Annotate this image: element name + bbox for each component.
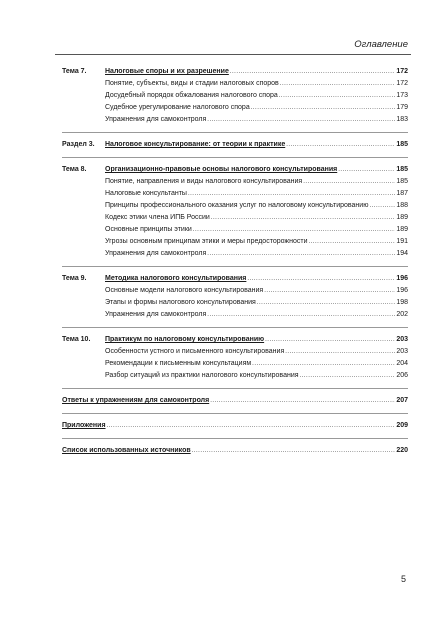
- toc-entry-title: Список использованных источников: [62, 447, 191, 454]
- leader-dots: [303, 176, 395, 188]
- toc-entry-page: 173: [396, 92, 408, 99]
- toc-entry-title: Угрозы основным принципам этики и меры предосторожности: [105, 238, 308, 245]
- section-divider: [62, 132, 408, 133]
- toc-entry-title: Практикум по налоговому консультированию: [105, 336, 265, 343]
- toc-entry-page: 220: [396, 447, 408, 454]
- toc-subentry[interactable]: [62, 212, 408, 224]
- toc-entry-title: Этапы и формы налогового консультирования: [105, 299, 256, 306]
- leader-dots: [264, 285, 395, 297]
- toc-entry-page: 191: [396, 238, 408, 245]
- toc-entry-page: 185: [396, 178, 408, 185]
- toc-entry-title: Основные модели налогового консультирования: [105, 287, 264, 294]
- toc-entry-page: 202: [396, 311, 408, 318]
- leader-dots: [338, 164, 395, 176]
- toc-entry-page: 185: [396, 166, 408, 173]
- toc-entry-page: 185: [396, 141, 408, 148]
- toc-entry-page: 206: [396, 372, 408, 379]
- leader-dots: [279, 90, 396, 102]
- toc-entry-page: 187: [396, 190, 408, 197]
- toc-entry-page: 188: [396, 202, 408, 209]
- section-divider: [62, 413, 408, 414]
- toc-heading-entry[interactable]: [62, 66, 408, 78]
- toc-entry-title: Ответы к упражнениям для самоконтроля: [62, 397, 210, 404]
- leader-dots: [257, 297, 395, 309]
- toc-entry-title: Методика налогового консультирования: [105, 275, 247, 282]
- leader-dots: [210, 395, 395, 407]
- toc-entry-title: Упражнения для самоконтроля: [105, 116, 207, 123]
- leader-dots: [309, 236, 396, 248]
- toc-entry-title: Принципы профессионального оказания услуг по налоговому консультированию: [105, 202, 369, 209]
- leader-dots: [192, 445, 396, 457]
- toc-entry-page: 198: [396, 299, 408, 306]
- leader-dots: [107, 420, 396, 432]
- toc-subentry[interactable]: [62, 200, 408, 212]
- page-number: 5: [400, 574, 406, 584]
- running-head-title: Оглавление: [354, 39, 408, 50]
- toc-entry-page: 203: [396, 336, 408, 343]
- leader-dots: [285, 346, 395, 358]
- toc-entry-title: Понятие, субъекты, виды и стадии налоговых споров: [105, 80, 279, 87]
- toc-heading-entry[interactable]: [62, 420, 408, 432]
- toc-entry-label: Тема 9.: [62, 275, 87, 282]
- section-divider: [62, 327, 408, 328]
- toc-entry-label: Раздел 3.: [62, 141, 95, 148]
- toc-entry-title: Разбор ситуаций из практики налогового консультирования: [105, 372, 299, 379]
- toc-entry-page: 209: [396, 422, 408, 429]
- toc-subentry[interactable]: [62, 78, 408, 90]
- toc-entry-title: Рекомендации к письменным консультациям: [105, 360, 252, 367]
- header-rule: [55, 54, 411, 55]
- toc-entry-page: 172: [396, 80, 408, 87]
- toc-entry-page: 207: [396, 397, 408, 404]
- leader-dots: [207, 114, 395, 126]
- toc-subentry[interactable]: [62, 309, 408, 321]
- table-of-contents: [62, 66, 408, 457]
- toc-heading-entry[interactable]: [62, 334, 408, 346]
- toc-entry-title: Налоговые консультанты: [105, 190, 187, 197]
- leader-dots: [188, 188, 395, 200]
- toc-entry-title: Кодекс этики члена ИПБ России: [105, 214, 210, 221]
- toc-entry-title: Налоговые споры и их разрешение: [105, 68, 229, 75]
- toc-entry-title: Упражнения для самоконтроля: [105, 311, 207, 318]
- toc-heading-entry[interactable]: [62, 395, 408, 407]
- toc-entry-page: 204: [396, 360, 408, 367]
- toc-entry-page: 189: [396, 214, 408, 221]
- leader-dots: [252, 358, 395, 370]
- leader-dots: [207, 309, 395, 321]
- leader-dots: [265, 334, 395, 346]
- toc-subentry[interactable]: [62, 188, 408, 200]
- toc-entry-label: Тема 8.: [62, 166, 87, 173]
- section-divider: [62, 438, 408, 439]
- toc-entry-label: Тема 10.: [62, 336, 91, 343]
- toc-entry-page: 183: [396, 116, 408, 123]
- toc-subentry[interactable]: [62, 248, 408, 260]
- toc-entry-page: 194: [396, 250, 408, 257]
- toc-entry-page: 196: [396, 287, 408, 294]
- section-divider: [62, 157, 408, 158]
- toc-entry-title: Организационно-правовые основы налогового консультирования: [105, 166, 338, 173]
- toc-subentry[interactable]: [62, 90, 408, 102]
- toc-entry-title: Упражнения для самоконтроля: [105, 250, 207, 257]
- toc-subentry[interactable]: [62, 236, 408, 248]
- toc-entry-page: 172: [396, 68, 408, 75]
- section-divider: [62, 388, 408, 389]
- leader-dots: [193, 224, 396, 236]
- leader-dots: [280, 78, 396, 90]
- toc-subentry[interactable]: [62, 370, 408, 382]
- toc-entry-page: 189: [396, 226, 408, 233]
- toc-subentry[interactable]: [62, 346, 408, 358]
- toc-subentry[interactable]: [62, 102, 408, 114]
- toc-heading-entry[interactable]: [62, 139, 408, 151]
- toc-entry-title: Приложения: [62, 422, 106, 429]
- toc-entry-title: Особенности устного и письменного консультирования: [105, 348, 285, 355]
- toc-entry-title: Досудебный порядок обжалования налогового спора: [105, 92, 278, 99]
- leader-dots: [251, 102, 396, 114]
- leader-dots: [207, 248, 395, 260]
- leader-dots: [247, 273, 395, 285]
- section-divider: [62, 266, 408, 267]
- toc-subentry[interactable]: [62, 285, 408, 297]
- toc-entry-page: 203: [396, 348, 408, 355]
- toc-heading-entry[interactable]: [62, 164, 408, 176]
- toc-entry-label: Тема 7.: [62, 68, 87, 75]
- toc-heading-entry[interactable]: [62, 445, 408, 457]
- toc-entry-title: Основные принципы этики: [105, 226, 192, 233]
- toc-heading-entry[interactable]: [62, 273, 408, 285]
- leader-dots: [300, 370, 396, 382]
- leader-dots: [286, 139, 395, 151]
- toc-entry-title: Понятие, направления и виды налогового консультирования: [105, 178, 303, 185]
- toc-subentry[interactable]: [62, 358, 408, 370]
- toc-entry-page: 179: [396, 104, 408, 111]
- toc-entry-page: 196: [396, 275, 408, 282]
- toc-subentry[interactable]: [62, 224, 408, 236]
- toc-entry-title: Судебное урегулирование налогового спора: [105, 104, 250, 111]
- leader-dots: [211, 212, 395, 224]
- toc-subentry[interactable]: [62, 114, 408, 126]
- toc-subentry[interactable]: [62, 176, 408, 188]
- toc-entry-title: Налоговое консультирование: от теории к практике: [105, 141, 286, 148]
- leader-dots: [230, 66, 395, 78]
- leader-dots: [369, 200, 395, 212]
- toc-subentry[interactable]: [62, 297, 408, 309]
